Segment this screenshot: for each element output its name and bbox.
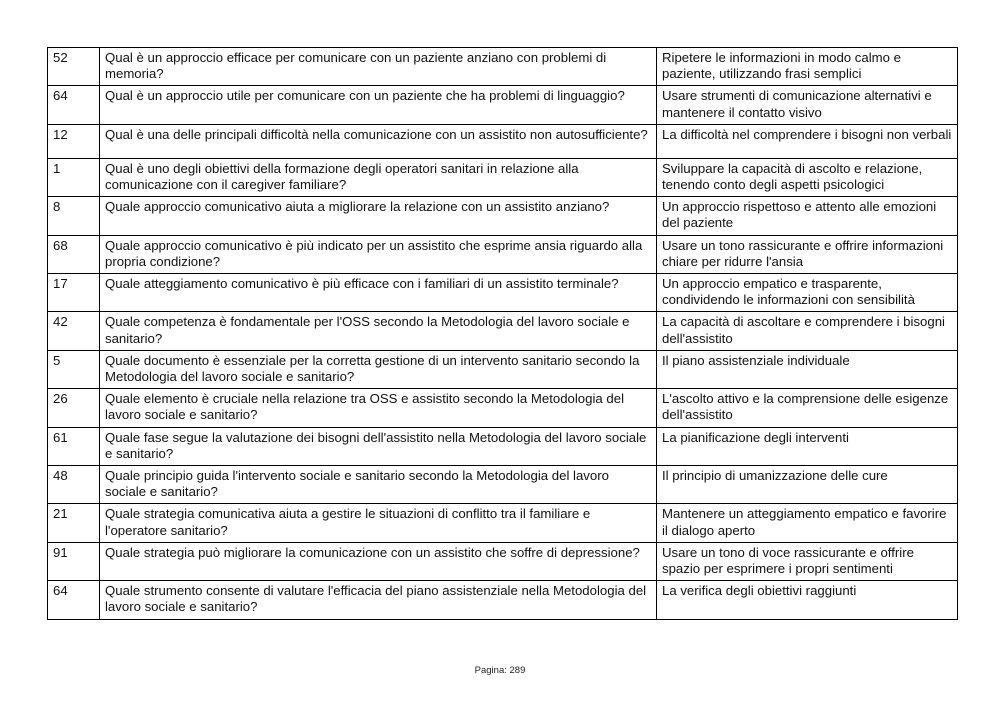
answer-cell: Usare un tono di voce rassicurante e offrire spazio per esprimere i propri sentimenti — [657, 542, 958, 580]
table-row — [48, 158, 958, 196]
answer-cell: Sviluppare la capacità di ascolto e relazione, tenendo conto degli aspetti psicologici — [657, 158, 958, 196]
question-id-cell: 48 — [48, 466, 100, 504]
answer-cell: Usare strumenti di comunicazione alternativi e mantenere il contatto visivo — [657, 86, 958, 124]
question-id-cell: 5 — [48, 350, 100, 388]
question-cell: Qual è uno degli obiettivi della formazione degli operatori sanitari in relazione alla comunicazione con il caregiver familiare? — [100, 158, 657, 196]
table-row — [48, 427, 958, 465]
question-id-cell: 64 — [48, 581, 100, 619]
question-id-cell: 26 — [48, 389, 100, 427]
answer-cell: Un approccio empatico e trasparente, condividendo le informazioni con sensibilità — [657, 274, 958, 312]
question-answer-table — [47, 47, 958, 620]
answer-cell: Un approccio rispettoso e attento alle emozioni del paziente — [657, 197, 958, 235]
answer-cell: La difficoltà nel comprendere i bisogni non verbali — [657, 124, 958, 158]
question-cell: Quale approccio comunicativo è più indicato per un assistito che esprime ansia riguardo alla propria condizione? — [100, 235, 657, 273]
question-id-cell: 1 — [48, 158, 100, 196]
question-cell: Qual è un approccio utile per comunicare con un paziente che ha problemi di linguaggio? — [100, 86, 657, 124]
table-row — [48, 48, 958, 86]
page-number: Pagina: 289 — [474, 665, 526, 676]
answer-cell: Ripetere le informazioni in modo calmo e paziente, utilizzando frasi semplici — [657, 48, 958, 86]
answer-cell: Il principio di umanizzazione delle cure — [657, 466, 958, 504]
answer-cell: La verifica degli obiettivi raggiunti — [657, 581, 958, 619]
question-cell: Quale documento è essenziale per la corretta gestione di un intervento sanitario secondo la Metodologia del lavoro sociale e sanitario? — [100, 350, 657, 388]
question-id-cell: 12 — [48, 124, 100, 158]
table-row — [48, 312, 958, 350]
table-row — [48, 389, 958, 427]
question-id-cell: 17 — [48, 274, 100, 312]
question-cell: Quale competenza è fondamentale per l'OSS secondo la Metodologia del lavoro sociale e sanitario? — [100, 312, 657, 350]
question-cell: Quale strategia comunicativa aiuta a gestire le situazioni di conflitto tra il familiare e l'operatore sanitario? — [100, 504, 657, 542]
table-row — [48, 466, 958, 504]
question-id-cell: 61 — [48, 427, 100, 465]
table-row — [48, 86, 958, 124]
answer-cell: Usare un tono rassicurante e offrire informazioni chiare per ridurre l'ansia — [657, 235, 958, 273]
question-cell: Quale fase segue la valutazione dei bisogni dell'assistito nella Metodologia del lavoro sociale e sanitario? — [100, 427, 657, 465]
answer-cell: La pianificazione degli interventi — [657, 427, 958, 465]
question-cell: Quale principio guida l'intervento sociale e sanitario secondo la Metodologia del lavoro sociale e sanitario? — [100, 466, 657, 504]
question-cell: Quale strategia può migliorare la comunicazione con un assistito che soffre di depressione? — [100, 542, 657, 580]
table-row — [48, 581, 958, 619]
question-cell: Quale atteggiamento comunicativo è più efficace con i familiari di un assistito terminale? — [100, 274, 657, 312]
table-row — [48, 542, 958, 580]
table-row — [48, 124, 958, 158]
question-cell: Quale strumento consente di valutare l'efficacia del piano assistenziale nella Metodologia del lavoro sociale e sanitario? — [100, 581, 657, 619]
question-id-cell: 68 — [48, 235, 100, 273]
table-row — [48, 235, 958, 273]
answer-cell: Mantenere un atteggiamento empatico e favorire il dialogo aperto — [657, 504, 958, 542]
table-row — [48, 274, 958, 312]
question-cell: Qual è una delle principali difficoltà nella comunicazione con un assistito non autosufficiente? — [100, 124, 657, 158]
question-cell: Quale elemento è cruciale nella relazione tra OSS e assistito secondo la Metodologia del lavoro sociale e sanitario? — [100, 389, 657, 427]
table-row — [48, 504, 958, 542]
question-id-cell: 42 — [48, 312, 100, 350]
answer-cell: Il piano assistenziale individuale — [657, 350, 958, 388]
table-row — [48, 197, 958, 235]
question-id-cell: 64 — [48, 86, 100, 124]
answer-cell: L'ascolto attivo e la comprensione delle esigenze dell'assistito — [657, 389, 958, 427]
question-id-cell: 52 — [48, 48, 100, 86]
table-row — [48, 350, 958, 388]
question-cell: Quale approccio comunicativo aiuta a migliorare la relazione con un assistito anziano? — [100, 197, 657, 235]
table-body — [48, 48, 958, 620]
question-cell: Qual è un approccio efficace per comunicare con un paziente anziano con problemi di memoria? — [100, 48, 657, 86]
answer-cell: La capacità di ascoltare e comprendere i bisogni dell'assistito — [657, 312, 958, 350]
question-id-cell: 8 — [48, 197, 100, 235]
question-id-cell: 21 — [48, 504, 100, 542]
question-id-cell: 91 — [48, 542, 100, 580]
